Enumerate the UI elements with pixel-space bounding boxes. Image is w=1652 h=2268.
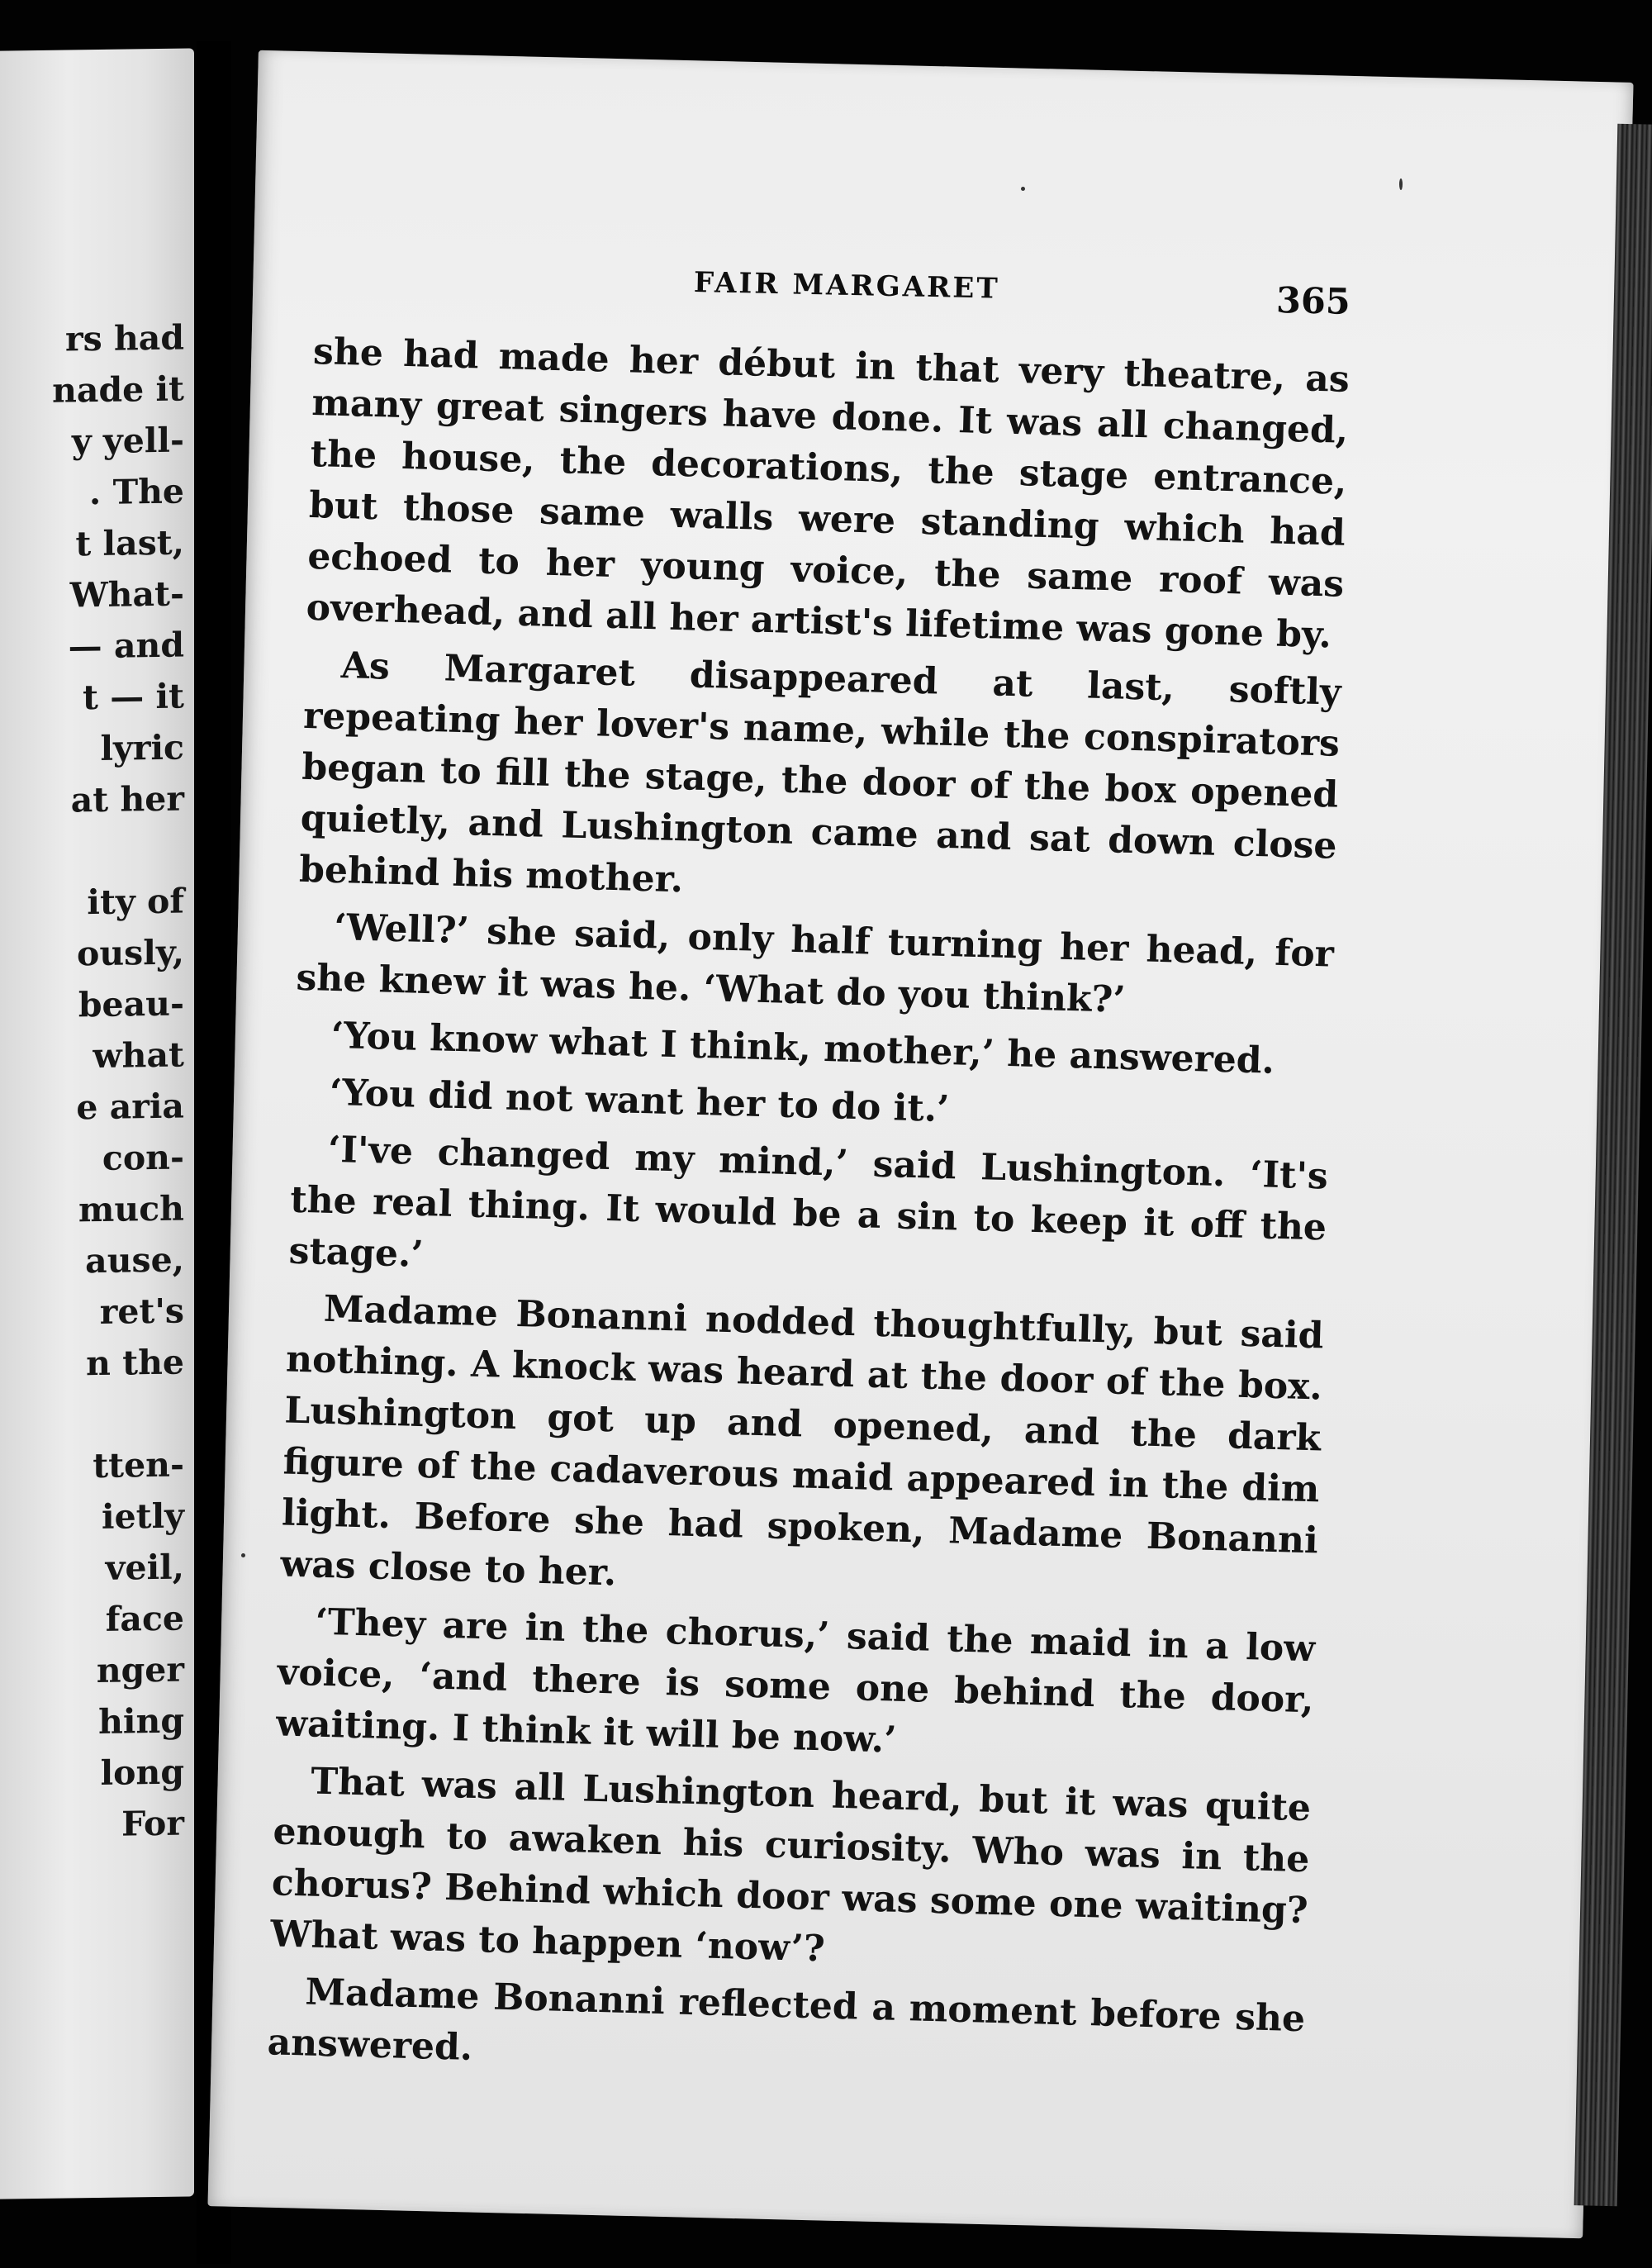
- previous-page-line: ret's: [99, 1291, 184, 1332]
- paragraph: ‘I've changed my mind,’ said Lushington. ‘It's the real thing. It would be a sin to keep it off the stage.’: [288, 1128, 1329, 1276]
- paragraph: ‘You know what I think, mother,’ he answered.: [330, 1014, 1275, 1082]
- previous-page-line: . The: [89, 471, 184, 513]
- previous-page-line: face: [105, 1598, 184, 1639]
- previous-page-line: For: [121, 1803, 184, 1844]
- paragraph: ‘You did not want her to do it.’: [329, 1071, 951, 1131]
- previous-page-line: what: [93, 1034, 184, 1077]
- previous-page-line: n the: [86, 1342, 184, 1384]
- previous-page-line: nger: [96, 1649, 184, 1691]
- previous-page-line: veil,: [105, 1547, 184, 1588]
- previous-page-line: much: [78, 1188, 184, 1230]
- previous-page-line: lyric: [100, 727, 184, 768]
- paragraph: ‘Well?’ she said, only half turning her head, for she knew it was he. ‘What do you think?’: [295, 906, 1335, 1021]
- scan-speck: [241, 1553, 245, 1557]
- page-body: [267, 326, 1351, 2102]
- previous-page: [0, 48, 194, 2199]
- paragraph: she had made her début in that very theatre, as many great singers have done. It was all changed, the house, the decorations, the stage entrance, but those same walls were standing which had echoed to her young voice, the same roof was overhead, and all her artist's lifetime was gone by.: [306, 330, 1351, 657]
- paragraph: ‘They are in the chorus,’ said the maid in a low voice, ‘and there is some one behind the door, waiting. I think it will be now.’: [275, 1600, 1316, 1762]
- previous-page-line: y yell-: [71, 420, 184, 462]
- paragraph: That was all Lushington heard, but it was quite enough to awaken his curiosity. Who was in the chorus? Behind which door was some one waiting? What was to happen ‘now’?: [269, 1760, 1312, 1971]
- previous-page-line: t — it: [83, 676, 184, 718]
- previous-page-line: rs had: [64, 317, 184, 359]
- previous-page-line: long: [100, 1752, 184, 1793]
- scan-speck: [1399, 178, 1403, 190]
- paragraph: Madame Bonanni nodded thoughtfully, but said nothing. A knock was heard at the door of the box. Lushington got up and opened, and the dark figure of the cadaverous maid appeared in the dim light. Before she had spoken, Madame Bonanni was close to her.: [279, 1287, 1325, 1595]
- previous-page-line: e aria: [76, 1086, 184, 1128]
- scan-speck: [1021, 187, 1025, 191]
- previous-page-line: at her: [70, 778, 184, 820]
- paragraph: Madame Bonanni reflected a moment before she answered.: [267, 1971, 1306, 2069]
- previous-page-line: t last,: [75, 522, 184, 564]
- previous-page-line: hing: [98, 1700, 184, 1742]
- previous-page-line: ously,: [77, 932, 184, 974]
- previous-page-line: con-: [102, 1137, 184, 1178]
- previous-page-line: ity of: [87, 881, 184, 923]
- previous-page-line: — and: [68, 625, 184, 667]
- running-head: FAIR MARGARET: [693, 266, 1001, 306]
- previous-page-line: What-: [69, 573, 184, 616]
- previous-page-line: nade it: [52, 368, 184, 411]
- page-number: 365: [1275, 280, 1351, 323]
- previous-page-line: tten-: [93, 1444, 184, 1486]
- previous-page-line: ietly: [102, 1495, 184, 1537]
- paragraph: As Margaret disappeared at last, softly repeating her lover's name, while the conspirators began to fill the stage, the door of the box opened quietly, and Lushington came and sat down close behind his mother.: [298, 644, 1342, 901]
- previous-page-line: ause,: [85, 1239, 184, 1281]
- previous-page-line: beau-: [78, 983, 184, 1025]
